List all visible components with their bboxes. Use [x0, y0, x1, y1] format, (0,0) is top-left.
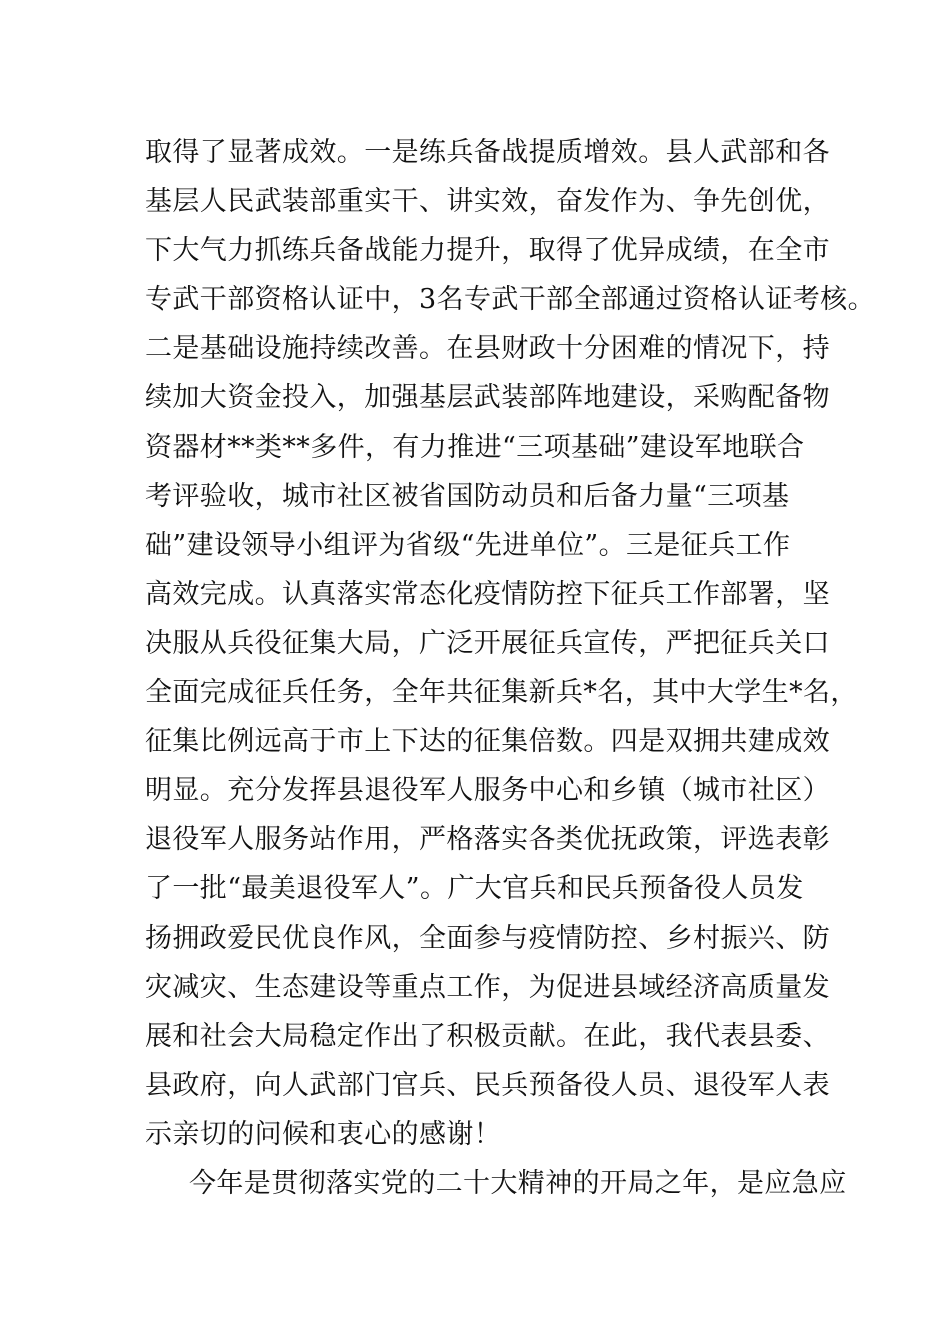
text-line: 展和社会大局稳定作出了积极贡献。在此，我代表县委、	[145, 1020, 830, 1052]
text-line: 考评验收，城市社区被省国防动员和后备力量“三项基	[145, 480, 790, 512]
text-line: 下大气力抓练兵备战能力提升，取得了优异成绩，在全市	[145, 235, 830, 267]
text-line: 础”建设领导小组评为省级“先进单位”。三是征兵工作	[145, 529, 791, 561]
text-line: 县政府，向人武部门官兵、民兵预备役人员、退役军人表	[145, 1069, 830, 1101]
paragraph-start-line: 今年是贯彻落实党的二十大精神的开局之年，是应急应	[189, 1167, 847, 1199]
text-line: 灾减灾、生态建设等重点工作，为促进县域经济高质量发	[145, 971, 830, 1003]
text-line: 专武干部资格认证中，3名专武干部全部通过资格认证考核。	[145, 284, 875, 316]
text-line: 征集比例远高于市上下达的征集倍数。四是双拥共建成效	[145, 726, 830, 758]
text-line: 决服从兵役征集大局，广泛开展征兵宣传，严把征兵关口	[145, 627, 830, 659]
text-line: 退役军人服务站作用，严格落实各类优抚政策，评选表彰	[145, 824, 830, 856]
text-line: 高效完成。认真落实常态化疫情防控下征兵工作部署，坚	[145, 578, 830, 610]
text-line: 示亲切的问候和衷心的感谢！	[145, 1118, 502, 1150]
text-line: 扬拥政爱民优良作风，全面参与疫情防控、乡村振兴、防	[145, 922, 830, 954]
text-line: 取得了显著成效。一是练兵备战提质增效。县人武部和各	[145, 137, 830, 168]
document-body	[145, 128, 875, 1208]
text-line: 全面完成征兵任务，全年共征集新兵*名，其中大学生*名，	[145, 677, 858, 709]
text-line: 二是基础设施持续改善。在县财政十分困难的情况下，持	[145, 333, 830, 365]
text-line: 了一批“最美退役军人”。广大官兵和民兵预备役人员发	[145, 873, 804, 905]
text-line: 续加大资金投入，加强基层武装部阵地建设，采购配备物	[145, 382, 830, 414]
text-line: 基层人民武装部重实干、讲实效，奋发作为、争先创优，	[145, 186, 830, 218]
text-line: 明显。充分发挥县退役军人服务中心和乡镇（城市社区）	[145, 775, 830, 807]
text-line: 资器材**类**多件，有力推进“三项基础”建设军地联合	[145, 431, 805, 463]
